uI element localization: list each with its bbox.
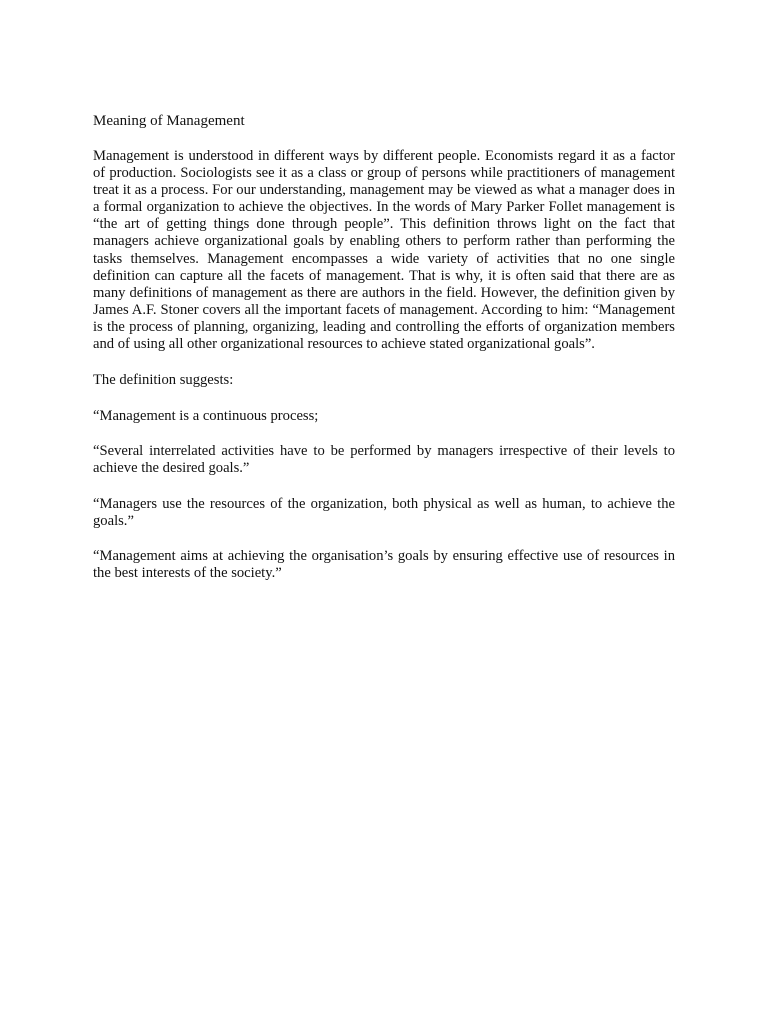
definition-point-resources: “Managers use the resources of the organization, both physical as well as human, to achieve the goals.” [93, 495, 675, 529]
definition-point-organisation-goals: “Management aims at achieving the organisation’s goals by ensuring effective use of resources in the best interests of the society.” [93, 547, 675, 581]
definition-point-continuous-process: “Management is a continuous process; [93, 408, 319, 425]
definition-point-interrelated-activities: “Several interrelated activities have to be performed by managers irrespective of their levels to achieve the desired goals.” [93, 443, 675, 477]
document-title: Meaning of Management [93, 113, 245, 129]
intro-paragraph: Management is understood in different ways by different people. Economists regard it as a factor of production. Sociologists see it as a class or group of persons while practitioners of management treat it as a process. For our understanding, management may be viewed as what a manager does in a formal organization to achieve the objectives. In the words of Mary Parker Follet management is “the art of getting things done through people”. This definition throws light on the fact that managers achieve organizational goals by enabling others to perform rather than performing the tasks themselves. Management encompasses a wide variety of activities that no one single definition can capture all the facets of management. That is why, it is often said that there are as many definitions of management as there are authors in the field. However, the definition given by James A.F. Stoner covers all the important facets of management. According to him: “Management is the process of planning, organizing, leading and controlling the efforts of organization members and of using all other organizational resources to achieve stated organizational goals”. [93, 148, 675, 353]
document-body [93, 113, 675, 600]
definition-intro: The definition suggests: [93, 372, 234, 389]
